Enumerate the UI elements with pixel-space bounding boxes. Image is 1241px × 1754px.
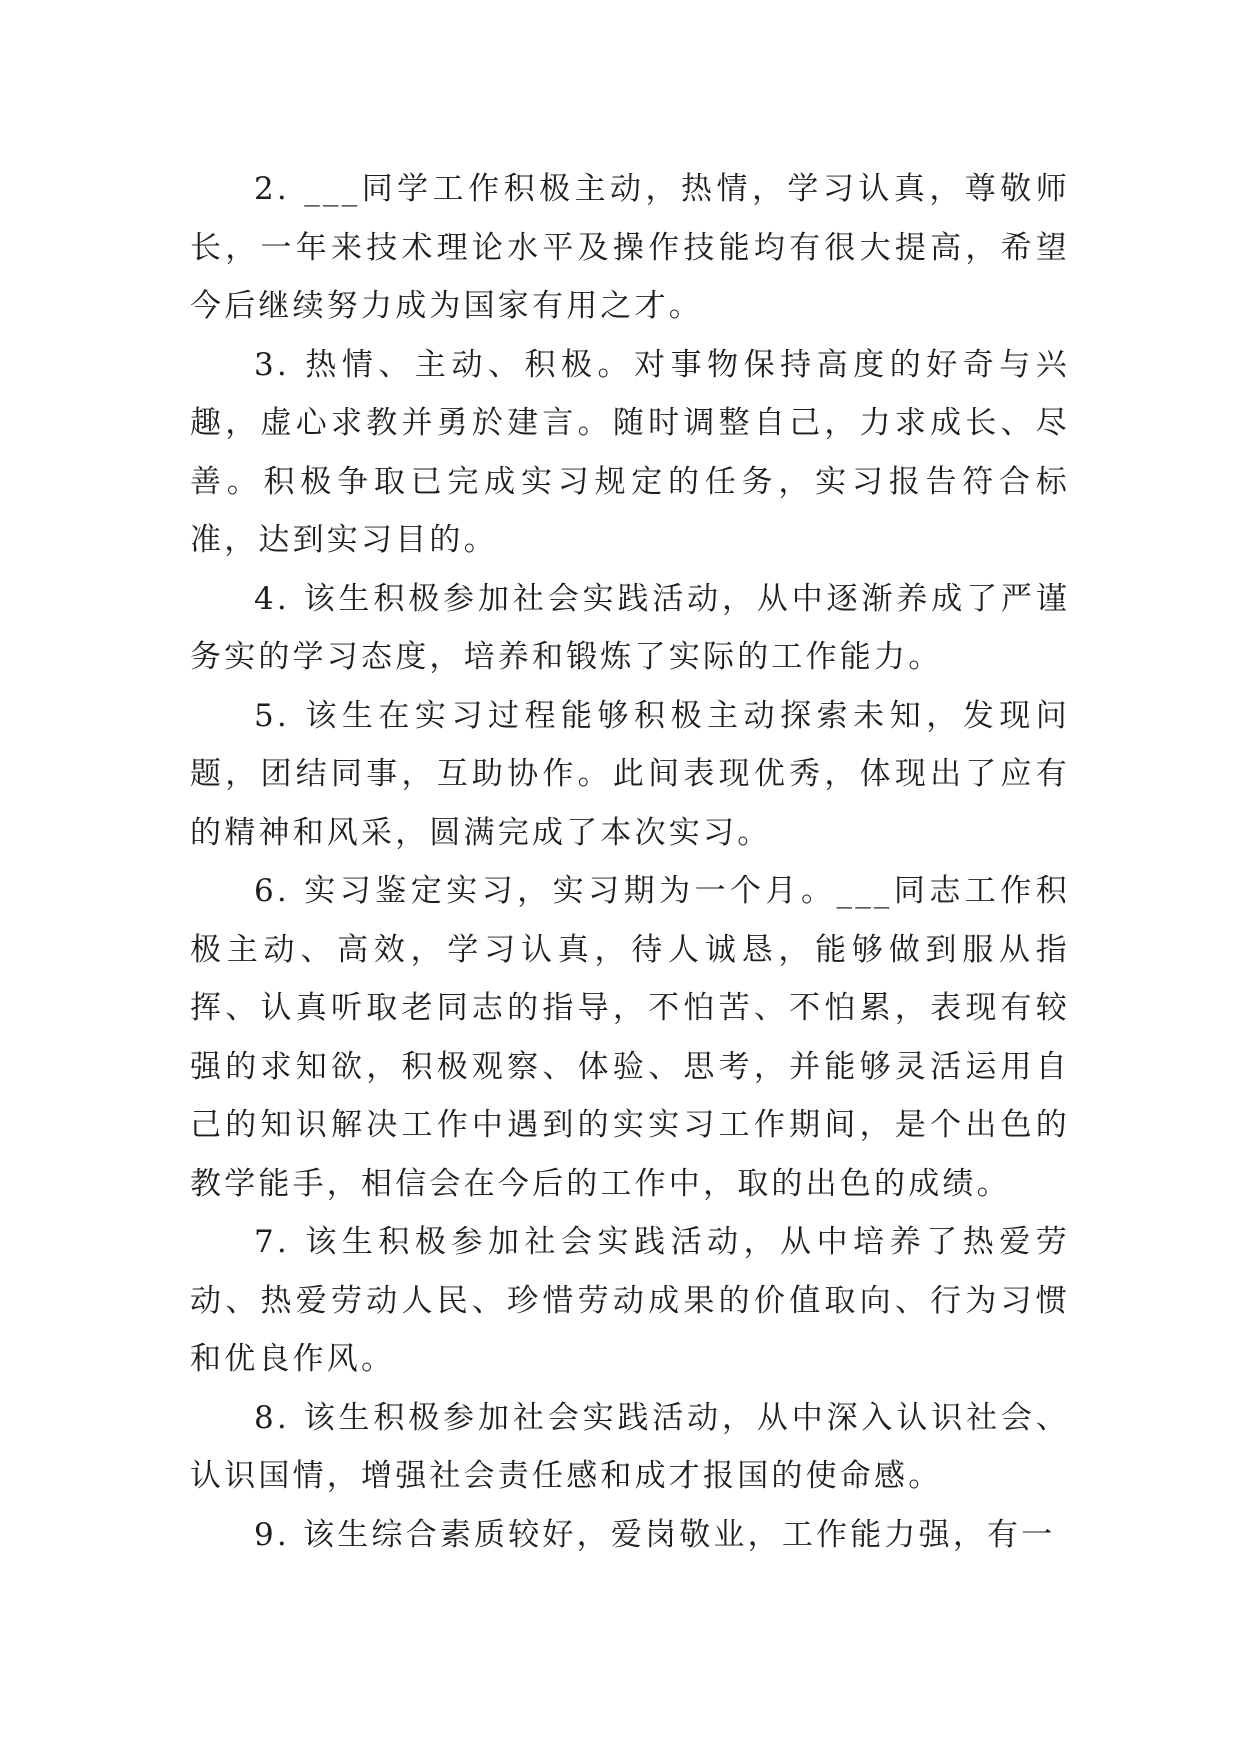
paragraph-item-9: 9. 该生综合素质较好，爱岗敬业，工作能力强，有一 <box>254 1516 1056 1553</box>
paragraph-item-7: 7. 该生积极参加社会实践活动，从中培养了热爱劳动、热爱劳动人民、珍惜劳动成果的价值取向、行为习惯和优良作风。 <box>190 1224 1070 1377</box>
paragraph-item-5: 5. 该生在实习过程能够积极主动探索未知，发现问题，团结同事，互助协作。此间表现优秀，体现出了应有的精神和风采，圆满完成了本次实习。 <box>190 697 1070 851</box>
paragraph-item-8: 8. 该生积极参加社会实践活动，从中深入认识社会、认识国情，增强社会责任感和成才报国的使命感。 <box>190 1399 1070 1494</box>
paragraph-item-6: 6. 实习鉴定实习，实习期为一个月。___同志工作积极主动、高效，学习认真，待人诚恳，能够做到服从指挥、认真听取老同志的指导，不怕苦、不怕累，表现有较强的求知欲，积极观察、体验、思考，并能够灵活运用自己的知识解决工作中遇到的实实习工作期间，是个出色的教学能手，相信会在今后的工作中，取的出色的成绩。 <box>190 873 1070 1202</box>
paragraph-item-4: 4. 该生积极参加社会实践活动，从中逐渐养成了严谨务实的学习态度，培养和锻炼了实际的工作能力。 <box>190 580 1070 675</box>
document-body <box>190 160 1070 1564</box>
paragraph-item-2: 2. ___同学工作积极主动，热情，学习认真，尊敬师长，一年来技术理论水平及操作技能均有很大提高，希望今后继续努力成为国家有用之才。 <box>190 171 1070 324</box>
paragraph-item-3: 3. 热情、主动、积极。对事物保持高度的好奇与兴趣，虚心求教并勇於建言。随时调整自己，力求成长、尽善。积极争取已完成实习规定的任务，实习报告符合标准，达到实习目的。 <box>190 346 1070 558</box>
